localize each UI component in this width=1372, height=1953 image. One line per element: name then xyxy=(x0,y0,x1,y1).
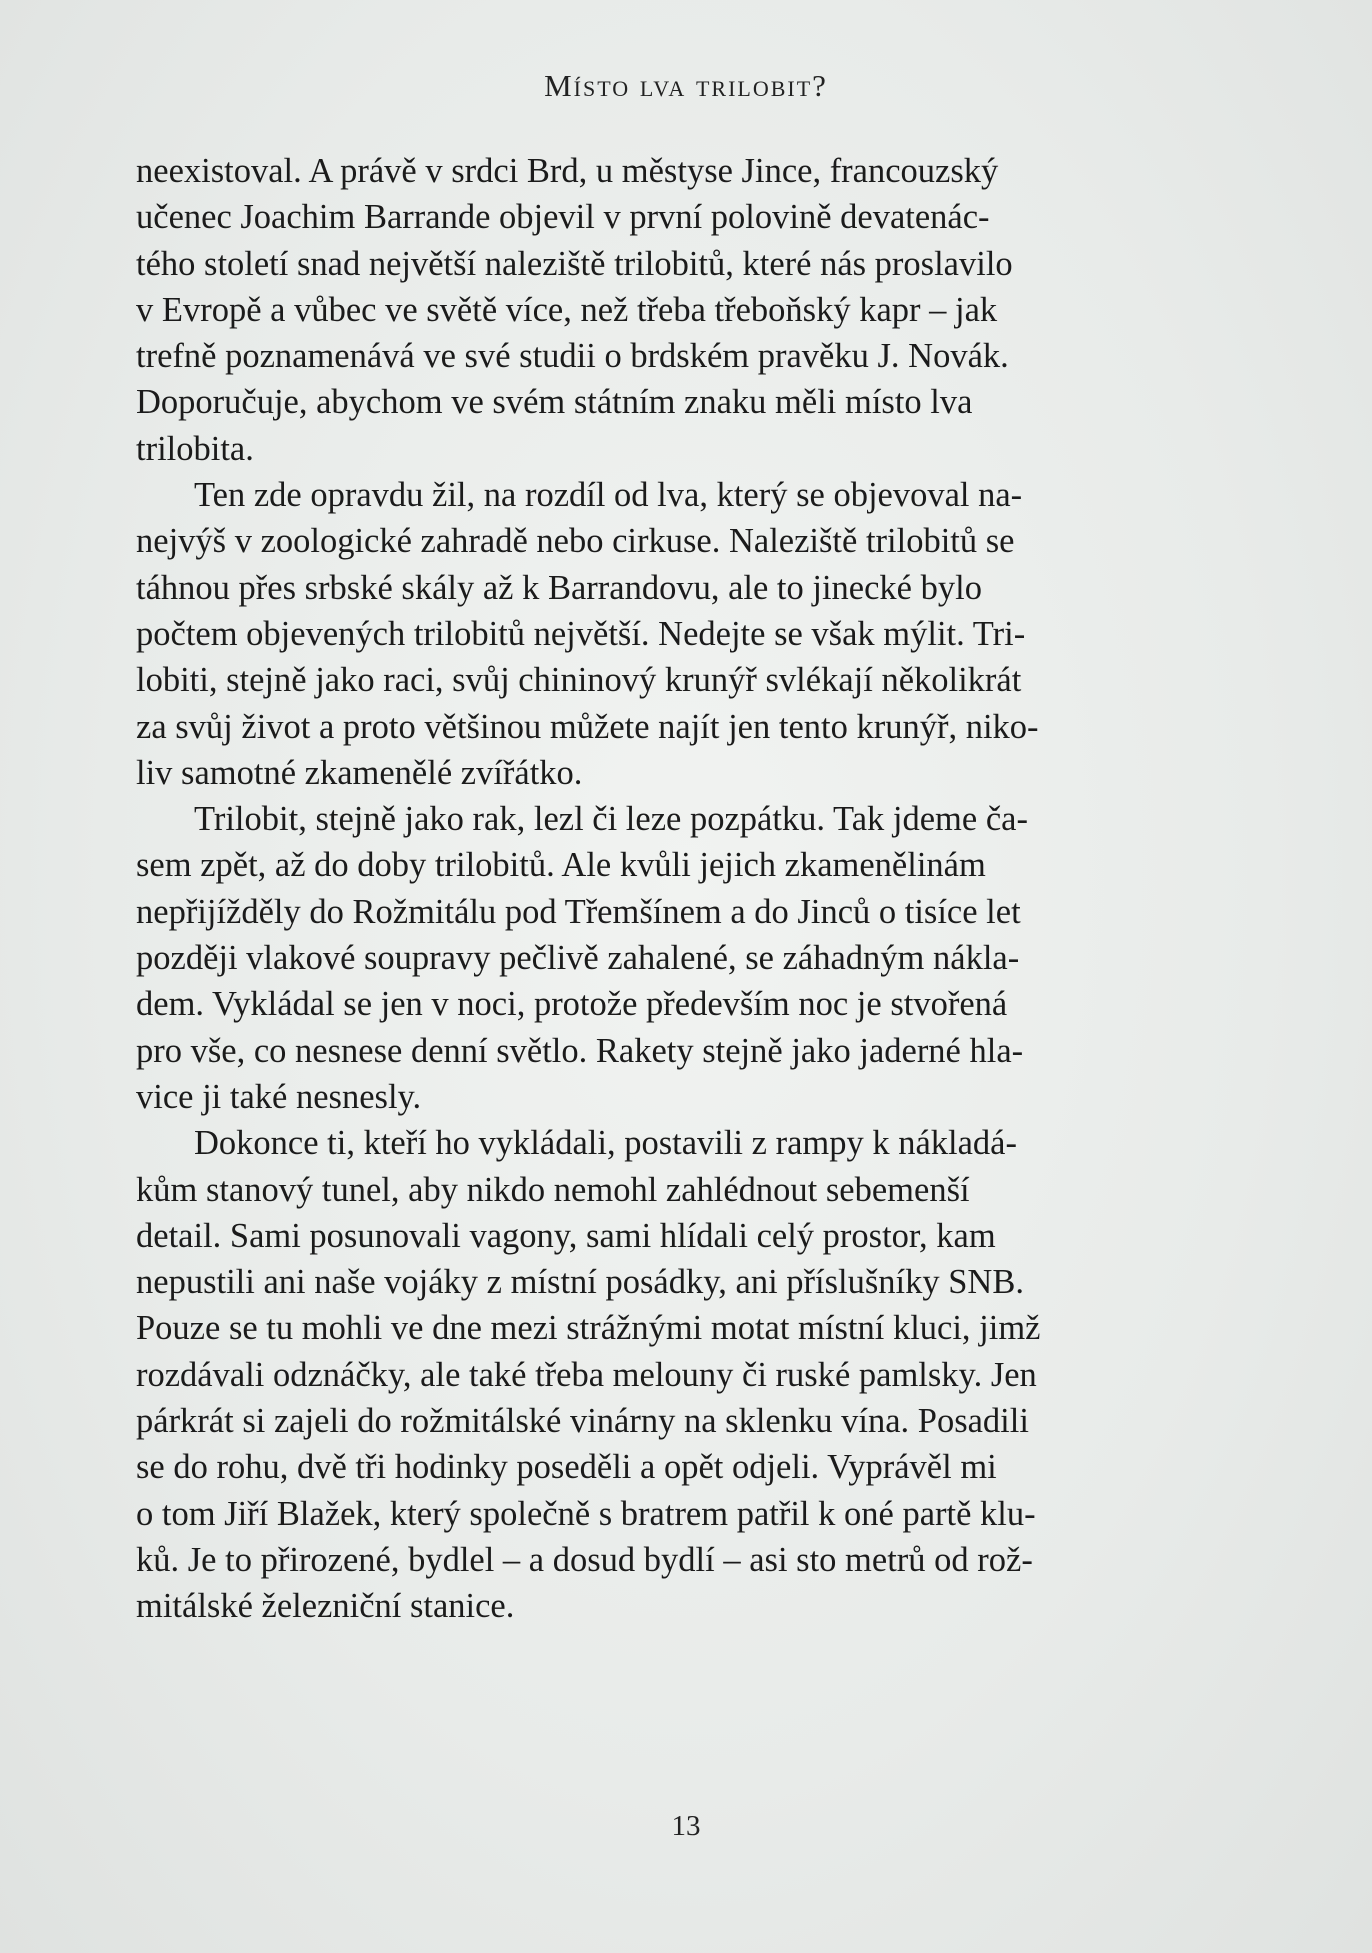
running-head: Místo lva trilobit? xyxy=(544,68,828,103)
paragraph-1: neexistoval. A právě v srdci Brd, u městyse Jince, francouzský učenec Joachim Barrande objevil v první polovině devatenác- tého století snad největší naleziště trilobitů, které nás proslavilo v Evropě a vůbec ve světě více, než třeba třeboňský kapr – jak trefně poznamenává ve své studii o brdském pravěku J. Novák. Doporučuje, abychom ve svém státním znaku měli místo lva trilobita. xyxy=(136,152,1013,468)
paragraph-3: Trilobit, stejně jako rak, lezl či leze pozpátku. Tak jdeme ča- sem zpět, až do doby trilobitů. Ale kvůli jejich zkamenělinám nepřijížděly do Rožmitálu pod Třemšínem a do Jinců o tisíce let později vlakové soupravy pečlivě zahalené, se záhadným nákla- dem. Vykládal se jen v noci, protože především noc je stvořená pro vše, co nesnese denní světlo. Rakety stejně jako jaderné hla- vice ji také nesnesly. xyxy=(136,800,1028,1116)
body-text xyxy=(136,148,1170,1630)
paragraph-4: Dokonce ti, kteří ho vykládali, postavili z rampy k nákladá- kům stanový tunel, aby nikdo nemohl zahlédnout sebemenší detail. Sami posunovali vagony, sami hlídali celý prostor, kam nepustili ani naše vojáky z místní posádky, ani příslušníky SNB. Pouze se tu mohli ve dne mezi strážnými motat místní kluci, jimž rozdávali odznáčky, ale také třeba melouny či ruské pamlsky. Jen párkrát si zajeli do rožmitálské vinárny na sklenku vína. Posadili se do rohu, dvě tři hodinky poseděli a opět odjeli. Vyprávěl mi o tom Jiří Blažek, který společně s bratrem patřil k oné partě klu- ků. Je to přirozené, bydlel – a dosud bydlí – asi sto metrů od rož- mitálské železniční stanice. xyxy=(136,1124,1041,1626)
page-number: 13 xyxy=(671,1810,701,1842)
paragraph-2: Ten zde opravdu žil, na rozdíl od lva, který se objevoval na- nejvýš v zoologické zahradě nebo cirkuse. Naleziště trilobitů se táhnou přes srbské skály až k Barrandovu, ale to jinecké bylo počtem objevených trilobitů největší. Nedejte se však mýlit. Tri- lobiti, stejně jako raci, svůj chininový krunýř svlékají několikrát za svůj život a proto většinou můžete najít jen tento krunýř, niko- liv samotné zkamenělé zvířátko. xyxy=(136,476,1039,792)
